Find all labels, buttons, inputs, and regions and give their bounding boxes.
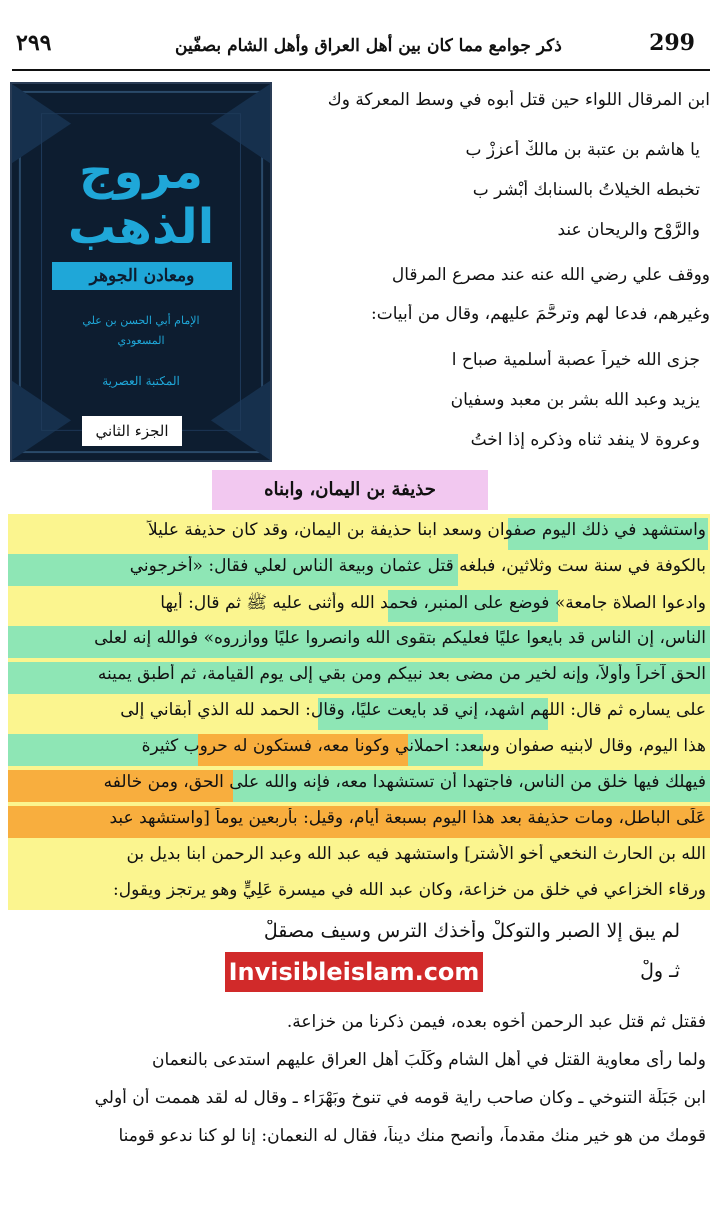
text-line: هذا اليوم، وقال لابنيه صفوان وسعد: احملاني وكونا معه، فستكون له حروب كثيرة <box>141 736 706 756</box>
text-line: واستشهد في ذلك اليوم صفوان وسعد ابنا حذيفة بن اليمان، وقد كان حذيفة عليلاً <box>147 520 706 540</box>
verse-line: لم يبق إلا الصبر والتوكلْ وأخذك الترس وسيف مصقلْ <box>263 920 680 942</box>
header-rule <box>12 69 710 71</box>
cover-author-line1: الإمام أبي الحسن بن علي <box>82 314 200 327</box>
text-line: ورقاء الخزاعي في خلق من خزاعة، وكان عبد الله في ميسرة عَلِيٍّ وهو يرتجز ويقول: <box>113 880 706 900</box>
text-line: ابن جَبَلَة التنوخي ـ وكان صاحب راية قومه في تنوخ وبَهْرَاء ـ وقال له لقد هممت أن أولي <box>94 1088 706 1108</box>
poem-line: وعروة لا ينفد ثناه وذكره إذا اختُ <box>470 430 700 450</box>
book-cover-image <box>10 82 272 462</box>
text-line: ووقف علي رضي الله عنه عند مصرع المرقال <box>391 265 710 285</box>
text-line: وغيرهم، فدعا لهم وترحَّمَ عليهم، وقال من أبيات: <box>371 304 710 324</box>
text-line: على يساره ثم قال: اللهم اشهد، إني قد بايعت عليًا، وقال: الحمد لله الذي أبقاني إلى <box>120 700 706 720</box>
section-heading: حذيفة بن اليمان، وابناه <box>212 470 488 510</box>
text-line: فقتل ثم قتل عبد الرحمن أخوه بعده، فيمن ذكرنا من خزاعة. <box>286 1012 706 1032</box>
poem-line: جزى الله خيراً عصبة أسلمية صباح ا <box>451 350 700 370</box>
verse-line: ثـ ولْ <box>640 960 680 982</box>
text-line: عَلَى الباطل، ومات حذيفة بعد هذا اليوم بسبعة أيام، وقيل: بأربعين يوماً [واستشهد عبد <box>109 808 706 828</box>
cover-volume-label: الجزء الثاني <box>82 416 182 446</box>
page-number: 299 <box>649 30 695 56</box>
poem-line: والرَّوْحِ والريحان عند <box>557 220 700 240</box>
text-line: وادعوا الصلاة جامعة» فوضع على المنبر، فحمد الله وأثنى عليه ﷺ ثم قال: أيها <box>160 593 706 613</box>
running-header-title: ذكر جوامع مما كان بين أهل العراق وأهل الشام بصفّين <box>175 36 562 56</box>
text-line: الله بن الحارث النخعي أخو الأشتر] واستشهد فيه عبد الله وعبد الرحمن ابنا بديل بن <box>126 844 706 864</box>
text-line: بالكوفة في سنة ست وثلاثين، فبلغه قتل عثمان وبيعة الناس لعلي فقال: «أخرجوني <box>129 556 706 576</box>
cover-subtitle: ومعادن الجوهر <box>52 262 232 290</box>
cover-publisher: المكتبة العصرية <box>102 374 180 388</box>
cover-title-line1: مروج <box>78 144 203 200</box>
cover-author-line2: المسعودي <box>117 334 165 347</box>
text-line: قومك من هو خير منك مقدماً، وأنصح منك ديناً، فقال له النعمان: إنا لو كنا ندعو قومنا <box>118 1126 706 1146</box>
poem-line: يزيد وعبد الله بشر بن معبد وسفيان <box>450 390 700 410</box>
watermark-banner: Invisibleislam.com <box>225 952 483 992</box>
text-line: ولما رأى معاوية القتل في أهل الشام وكَلَبَ أهل العراق عليهم استدعى بالنعمان <box>151 1050 706 1070</box>
text-line: فيهلك فيها خلق من الناس، فاجتهدا أن تستشهدا معه، فإنه والله على الحق، ومن خالفه <box>103 772 706 792</box>
text-line: الحق آخراً وأولاً، وإنه لخير من مضى بعد نبيكم ومن بقي إلى يوم القيامة، ثم أطبق يمينه <box>97 664 706 684</box>
text-line: الناس، إن الناس قد بايعوا عليًا فعليكم بتقوى الله وانصروا عليًا ووازروه» فوالله إنه لعلى <box>94 628 706 648</box>
text-line: ابن المرقال اللواء حين قتل أبوه في وسط المعركة وك <box>327 90 710 110</box>
poem-line: تخبطه الخيلاتُ بالسنابك أبْشر ب <box>472 180 700 200</box>
cover-title-line2: الذهب <box>67 199 215 255</box>
poem-line: يا هاشم بن عتبة بن مالكْ أعززْ ب <box>465 140 700 160</box>
page-number-arabic: ٢٩٩ <box>16 30 52 56</box>
